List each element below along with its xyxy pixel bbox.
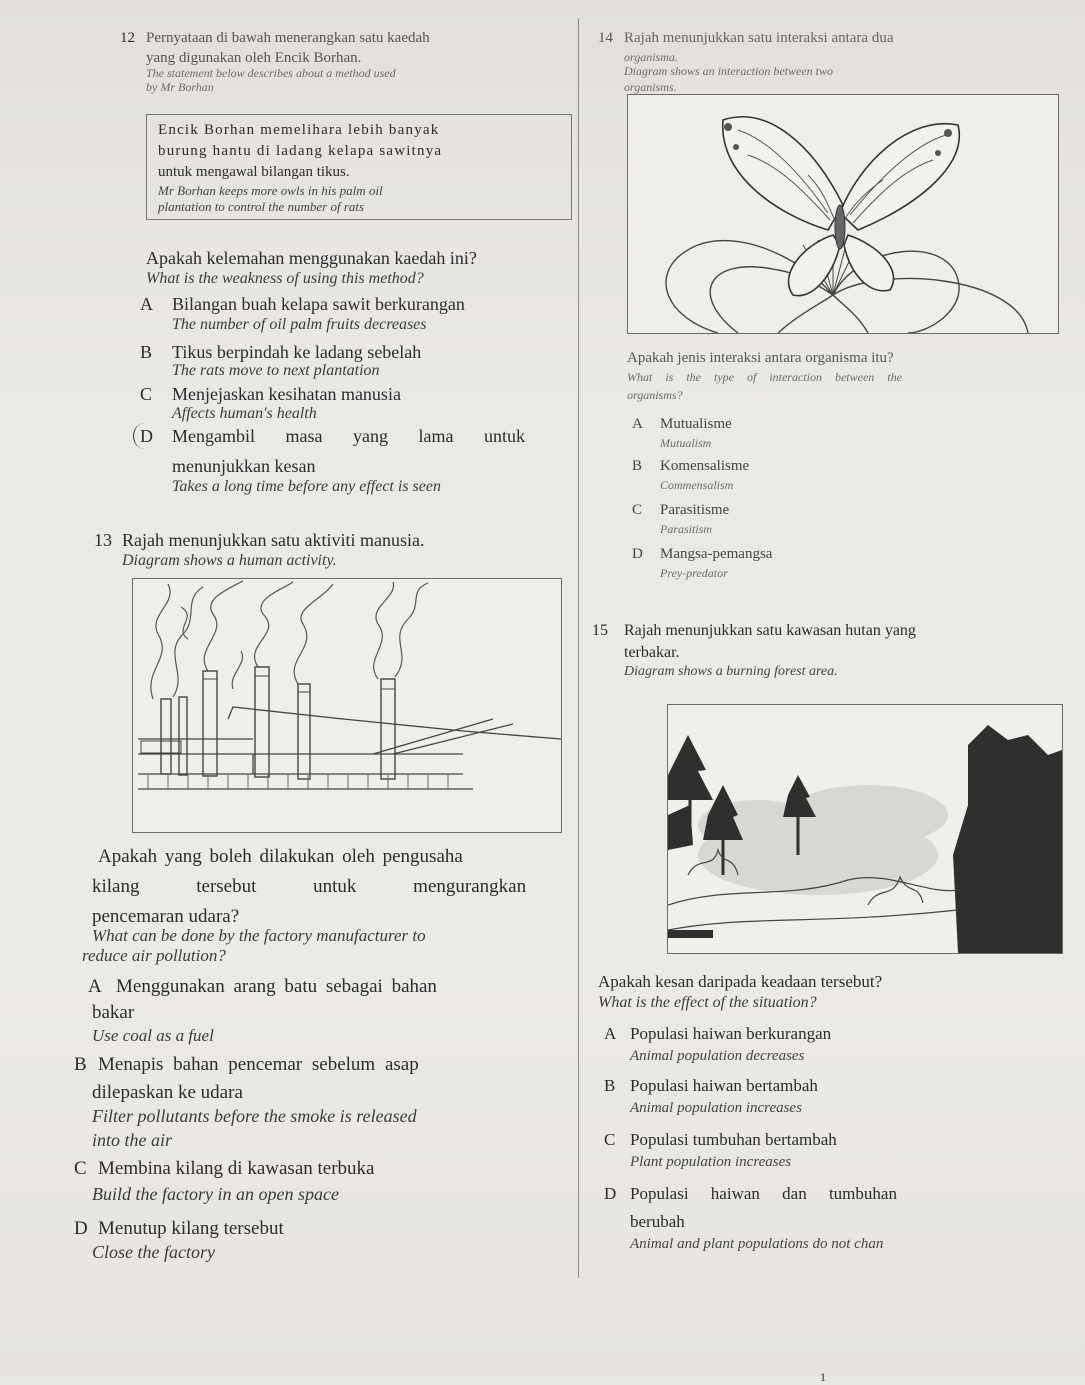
q13-option-b-ms-line2[interactable]: dilepaskan ke udara <box>92 1082 243 1103</box>
q14-question-en-line1: What is the type of interaction between the <box>627 370 902 384</box>
q15-option-d-letter[interactable]: D <box>604 1184 617 1203</box>
q15-option-a-ms[interactable]: Populasi haiwan berkurangan <box>630 1024 832 1043</box>
q12-box-ms-line1: Encik Borhan memelihara lebih banyak <box>158 122 440 138</box>
q12-stem-en-line2: by Mr Borhan <box>146 80 214 94</box>
q12-option-c-letter[interactable]: C <box>140 384 153 404</box>
q13-option-d-en: Close the factory <box>92 1242 215 1262</box>
q13-option-c-letter[interactable]: C <box>74 1158 87 1179</box>
q13-option-d-letter[interactable]: D <box>74 1218 88 1239</box>
q15-option-b-ms[interactable]: Populasi haiwan bertambah <box>630 1076 818 1095</box>
page-number: 1 <box>820 1370 826 1384</box>
q14-option-c-en: Parasitism <box>660 522 713 536</box>
q14-number: 14 <box>598 30 613 46</box>
q12-box-ms-line3: untuk mengawal bilangan tikus. <box>158 164 350 180</box>
q13-option-a-en: Use coal as a fuel <box>92 1026 214 1045</box>
q14-option-b-en: Commensalism <box>660 478 734 492</box>
q13-option-b-en-line2: into the air <box>92 1130 172 1150</box>
q14-option-d-ms[interactable]: Mangsa-pemangsa <box>660 546 773 562</box>
q13-option-a-letter[interactable]: A <box>88 976 102 997</box>
q15-option-d-en: Animal and plant populations do not chan <box>630 1236 884 1252</box>
q13-option-b-en: Filter pollutants before the smoke is released <box>92 1106 417 1126</box>
q12-stem-en: The statement below describes about a method used <box>146 66 396 80</box>
q13-question-en-line1: What can be done by the factory manufacturer to <box>92 926 426 945</box>
q12-option-d-en: Takes a long time before any effect is seen <box>172 478 441 495</box>
q12-option-a-letter[interactable]: A <box>140 294 153 314</box>
q14-option-a-letter[interactable]: A <box>632 416 643 432</box>
q14-option-c-letter[interactable]: C <box>632 502 643 518</box>
q14-question-en-line2: organisms? <box>627 388 683 402</box>
q14-option-b-ms[interactable]: Komensalisme <box>660 458 750 474</box>
burning-forest-figure <box>667 704 1063 954</box>
q12-stem-ms-line2: yang digunakan oleh Encik Borhan. <box>146 50 362 66</box>
q13-stem-en: Diagram shows a human activity. <box>122 552 337 569</box>
q12-option-d-ms[interactable]: Mengambil masa yang lama untuk <box>172 426 525 446</box>
q13-question-ms-line2: kilang tersebut untuk mengurangkan <box>92 876 527 897</box>
q14-option-b-letter[interactable]: B <box>632 458 643 474</box>
q13-option-a-ms-line2[interactable]: bakar <box>92 1002 135 1023</box>
q13-option-d-ms[interactable]: Menutup kilang tersebut <box>98 1218 284 1239</box>
q15-option-c-letter[interactable]: C <box>604 1130 616 1149</box>
q15-stem-en: Diagram shows a burning forest area. <box>624 664 838 679</box>
q12-question-ms: Apakah kelemahan menggunakan kaedah ini? <box>146 248 477 268</box>
q13-option-b-ms[interactable]: Menapis bahan pencemar sebelum asap <box>98 1054 419 1075</box>
column-divider <box>578 18 579 1278</box>
q15-option-c-en: Plant population increases <box>630 1154 792 1170</box>
q12-box-ms-line2: burung hantu di ladang kelapa sawitnya <box>158 143 443 159</box>
q14-stem-en: Diagram shows an interaction between two <box>624 64 833 78</box>
q13-option-c-ms[interactable]: Membina kilang di kawasan terbuka <box>98 1158 375 1179</box>
q13-question-ms-line3: pencemaran udara? <box>92 906 240 927</box>
q12-option-a-ms[interactable]: Bilangan buah kelapa sawit berkurangan <box>172 294 465 314</box>
q12-option-b-ms[interactable]: Tikus berpindah ke ladang sebelah <box>172 342 422 362</box>
q12-question-en: What is the weakness of using this method? <box>146 270 424 287</box>
q14-option-d-en: Prey-predator <box>660 566 728 580</box>
q15-stem-ms-line2: terbakar. <box>624 644 680 661</box>
q15-option-b-en: Animal population increases <box>630 1100 802 1116</box>
q12-option-c-ms[interactable]: Menjejaskan kesihatan manusia <box>172 384 401 404</box>
burning-forest-illustration <box>668 705 1062 953</box>
q15-stem-ms: Rajah menunjukkan satu kawasan hutan yang <box>624 622 916 639</box>
q15-question-ms: Apakah kesan daripada keadaan tersebut? <box>598 972 883 991</box>
q13-option-a-ms[interactable]: Menggunakan arang batu sebagai bahan <box>116 976 437 997</box>
q12-option-b-letter[interactable]: B <box>140 342 153 362</box>
q15-option-c-ms[interactable]: Populasi tumbuhan bertambah <box>630 1130 837 1149</box>
q12-stem-ms: Pernyataan di bawah menerangkan satu kaedah <box>146 30 430 46</box>
q12-option-d-letter[interactable]: D <box>140 426 153 446</box>
q15-question-en: What is the effect of the situation? <box>598 994 817 1011</box>
q12-option-c-en: Affects human's health <box>172 405 317 422</box>
q13-question-ms-line1: Apakah yang boleh dilakukan oleh pengusaha <box>98 846 463 867</box>
q14-option-c-ms[interactable]: Parasitisme <box>660 502 730 518</box>
q14-option-d-letter[interactable]: D <box>632 546 643 562</box>
q14-option-a-ms[interactable]: Mutualisme <box>660 416 732 432</box>
q15-option-d-ms-line2[interactable]: berubah <box>630 1212 685 1231</box>
factory-smoke-figure <box>132 578 562 833</box>
q15-option-b-letter[interactable]: B <box>604 1076 616 1095</box>
butterfly-flower-figure <box>627 94 1059 334</box>
q15-option-a-letter[interactable]: A <box>604 1024 617 1043</box>
q12-box-en-line1: Mr Borhan keeps more owls in his palm oil <box>158 183 383 198</box>
q12-number: 12 <box>120 30 135 46</box>
q15-option-d-ms[interactable]: Populasi haiwan dan tumbuhan <box>630 1184 897 1203</box>
q14-stem-en-line2: organisms. <box>624 80 677 94</box>
q14-option-a-en: Mutualism <box>660 436 712 450</box>
q15-number: 15 <box>592 622 608 639</box>
q13-option-c-en: Build the factory in an open space <box>92 1184 339 1204</box>
q12-option-b-en: The rats move to next plantation <box>172 362 380 379</box>
q14-stem-ms-line2: organisma. <box>624 50 678 64</box>
q13-number: 13 <box>94 530 112 550</box>
q14-stem-ms: Rajah menunjukkan satu interaksi antara dua <box>624 30 894 46</box>
butterfly-on-flower-illustration <box>628 95 1058 333</box>
q12-option-d-ms-line2[interactable]: menunjukkan kesan <box>172 456 316 476</box>
q14-question-ms: Apakah jenis interaksi antara organisma itu? <box>627 350 894 366</box>
q13-question-en-line2: reduce air pollution? <box>82 946 226 965</box>
q12-option-a-en: The number of oil palm fruits decreases <box>172 316 427 333</box>
q13-stem-ms: Rajah menunjukkan satu aktiviti manusia. <box>122 530 425 550</box>
q15-option-a-en: Animal population decreases <box>630 1048 805 1064</box>
factory-smoke-illustration <box>133 579 561 832</box>
q13-option-b-letter[interactable]: B <box>74 1054 87 1075</box>
q12-box-en-line2: plantation to control the number of rats <box>158 199 365 214</box>
